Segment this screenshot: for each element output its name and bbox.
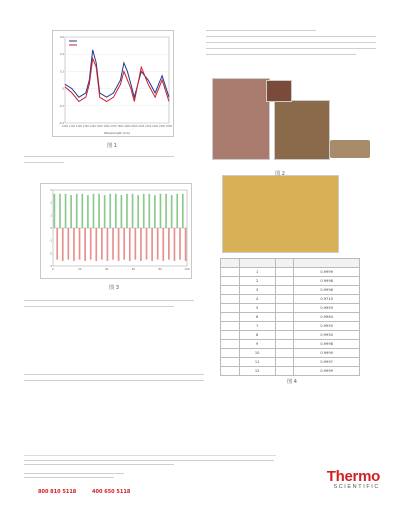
photo-glove — [212, 78, 270, 160]
bar — [84, 228, 86, 261]
photo-bag — [274, 100, 330, 160]
spectrum-xtick-label: 1900 — [124, 125, 131, 128]
bar — [112, 228, 114, 260]
table-row — [221, 277, 360, 286]
photo-tassel — [330, 140, 370, 158]
table-row — [221, 367, 360, 376]
bar — [129, 228, 131, 261]
table-cell — [275, 313, 294, 322]
bar — [151, 228, 153, 261]
bar — [168, 228, 170, 260]
table-cell — [275, 349, 294, 358]
table-cell — [221, 295, 240, 304]
bars-ytick-label: 2 — [50, 201, 52, 205]
table-cell — [275, 322, 294, 331]
bars-xtick-label: 60 — [131, 268, 136, 271]
table-header-4 — [294, 259, 360, 268]
phone-2: 400 650 5118 — [92, 489, 131, 495]
bar — [118, 228, 120, 261]
table-row — [221, 304, 360, 313]
bar — [90, 228, 92, 260]
table-row — [221, 331, 360, 340]
spectrum-xtick-label: 2300 — [152, 125, 159, 128]
table-cell — [221, 313, 240, 322]
bar — [101, 228, 103, 260]
bar — [98, 194, 100, 228]
table-cell — [275, 268, 294, 277]
spectrum-plot-area — [65, 37, 169, 123]
bar — [54, 194, 56, 228]
bar — [76, 194, 78, 228]
figure-caption-4: 图 4 — [287, 379, 297, 385]
bar — [73, 228, 75, 261]
table-cell — [221, 268, 240, 277]
table-cell: 12 — [239, 367, 275, 376]
table-header-1 — [221, 259, 240, 268]
paragraph-right-1 — [206, 30, 376, 55]
bars-ytick-label: 3 — [50, 189, 52, 192]
spectrum-chart — [53, 31, 173, 136]
bar — [115, 194, 117, 228]
table-cell: 0.9997 — [294, 358, 360, 367]
table-cell: 0.9999 — [294, 268, 360, 277]
footer-lines — [24, 460, 274, 478]
thermo-logo — [300, 468, 380, 490]
table-cell: 5 — [239, 304, 275, 313]
bar — [68, 228, 70, 260]
spectrum-xtick-label: 1100 — [68, 125, 75, 128]
bar — [185, 228, 187, 261]
bar — [182, 194, 184, 228]
table-cell — [275, 277, 294, 286]
bar — [65, 194, 67, 228]
table-row — [221, 268, 360, 277]
figure-caption-1: 图 1 — [107, 143, 117, 149]
table-cell — [275, 331, 294, 340]
table-cell: 0.9950 — [294, 331, 360, 340]
bar-chart-frame — [40, 183, 192, 279]
spectrum-xtick-label: 2200 — [145, 125, 152, 128]
table-cell: 0.9959 — [294, 304, 360, 313]
spectrum-ytick-label: 0 — [62, 87, 64, 91]
table-cell: 6 — [239, 313, 275, 322]
table-cell — [221, 367, 240, 376]
table-cell: 0.9996 — [294, 286, 360, 295]
bar — [109, 194, 111, 228]
table-cell: 0.9998 — [294, 340, 360, 349]
table-cell: 10 — [239, 349, 275, 358]
bar — [165, 194, 167, 228]
bar — [104, 195, 106, 228]
table-row — [221, 322, 360, 331]
spectrum-xtick-label: 1300 — [82, 125, 89, 128]
table-header-2 — [239, 259, 275, 268]
bar — [162, 228, 164, 261]
results-table — [220, 258, 360, 376]
table-cell — [221, 304, 240, 313]
table-row — [221, 295, 360, 304]
table-cell: 0.9964 — [294, 313, 360, 322]
bar — [79, 228, 81, 260]
bar — [81, 194, 83, 228]
spectrum-xtick-label: 1200 — [75, 125, 82, 128]
bar — [56, 228, 58, 260]
bar — [59, 194, 61, 228]
table-row — [221, 358, 360, 367]
bars-ytick-label: 0 — [50, 227, 52, 230]
table-cell — [275, 286, 294, 295]
table-cell — [221, 277, 240, 286]
bar — [123, 228, 125, 260]
conclusion-paragraph — [24, 372, 204, 381]
spectrum-xtick-label: 1800 — [117, 125, 124, 128]
table-cell: 0.9998 — [294, 277, 360, 286]
bar — [157, 228, 159, 260]
spectrum-xtick-label: 2400 — [159, 125, 166, 128]
bar — [93, 194, 95, 228]
spectrum-xtick-label: 2100 — [138, 125, 145, 128]
bar — [95, 228, 97, 261]
spectrum-ytick-label: -0.4 — [58, 122, 64, 125]
spectrum-xtick-label: 1700 — [110, 125, 117, 128]
bar — [87, 195, 89, 228]
table-cell: 9 — [239, 340, 275, 349]
table-cell — [221, 340, 240, 349]
table-cell: 0.9950 — [294, 322, 360, 331]
bar — [171, 195, 173, 228]
table-cell — [275, 340, 294, 349]
bar — [146, 228, 148, 260]
bars-xtick-label: 20 — [78, 268, 82, 271]
spectrum-ytick-label: 0.2 — [59, 70, 64, 74]
spectrum-xtick-label: 2500 — [165, 125, 173, 128]
spectrum-xtick-label: 1000 — [61, 125, 69, 128]
figure-caption-3: 图 3 — [109, 285, 119, 291]
bar — [62, 228, 64, 261]
table-cell: 0.9710 — [294, 295, 360, 304]
table-row — [221, 313, 360, 322]
bar — [148, 194, 150, 228]
bars-ytick-label: -1 — [49, 239, 52, 243]
bar-chart — [41, 184, 191, 278]
bar — [160, 194, 162, 228]
logo-thermo: Thermo — [326, 468, 380, 485]
photo-robe — [222, 175, 339, 253]
table-cell — [275, 358, 294, 367]
bar — [70, 195, 72, 228]
bar — [126, 194, 128, 228]
phone-1: 800 810 5118 — [38, 489, 77, 495]
bar — [143, 194, 145, 228]
table-row — [221, 286, 360, 295]
bar — [121, 195, 123, 228]
spectrum-xlabel: Wavelength (nm) — [104, 131, 130, 135]
bars-xtick-label: 0 — [52, 268, 54, 271]
footer-phones — [24, 489, 130, 495]
logo-scientific: SCIENTIFIC — [333, 484, 380, 490]
spectrum-ytick-label: 0.4 — [59, 53, 64, 57]
table-cell: 4 — [239, 295, 275, 304]
spectrum-series-line-2 — [65, 59, 169, 102]
bar — [174, 228, 176, 261]
paragraph-left-1 — [24, 153, 174, 163]
table-cell: 7 — [239, 322, 275, 331]
photo-fiber — [266, 80, 292, 102]
bar — [135, 228, 137, 260]
table-cell — [275, 295, 294, 304]
bars-ytick-label: 1 — [50, 214, 52, 218]
table-row — [221, 349, 360, 358]
spectrum-xtick-label: 2000 — [131, 125, 138, 128]
table-cell: 0.9999 — [294, 367, 360, 376]
spectrum-xtick-label: 1400 — [89, 125, 96, 128]
bar — [132, 194, 134, 228]
table-cell — [275, 367, 294, 376]
bar — [107, 228, 109, 261]
paragraph-left-2 — [24, 298, 194, 307]
footer-divider — [24, 455, 276, 456]
bar — [154, 195, 156, 228]
table-cell — [221, 331, 240, 340]
spectrum-chart-frame — [52, 30, 174, 137]
bar — [137, 195, 139, 228]
table-cell — [221, 322, 240, 331]
bars-ytick-label: -3 — [49, 265, 52, 268]
table-header-3 — [275, 259, 294, 268]
table-row — [221, 340, 360, 349]
table-cell — [221, 358, 240, 367]
figure-caption-2: 图 2 — [275, 171, 285, 177]
table-cell — [221, 349, 240, 358]
table-cell: 3 — [239, 286, 275, 295]
bar — [176, 194, 178, 228]
bars-ytick-label: -2 — [49, 252, 52, 256]
table-cell: 1 — [239, 268, 275, 277]
bar — [140, 228, 142, 261]
table-cell: 0.9999 — [294, 349, 360, 358]
table-cell: 8 — [239, 331, 275, 340]
table-cell: 2 — [239, 277, 275, 286]
spectrum-ytick-label: -0.2 — [58, 104, 64, 108]
table-cell — [275, 304, 294, 313]
spectrum-xtick-label: 1600 — [103, 125, 110, 128]
table-cell: 11 — [239, 358, 275, 367]
spectrum-ytick-label: 0.6 — [59, 36, 64, 39]
bars-xtick-label: 40 — [104, 268, 109, 271]
spectrum-xtick-label: 1500 — [96, 125, 103, 128]
table-cell — [221, 286, 240, 295]
bar — [179, 228, 181, 260]
bars-xtick-label: 80 — [158, 268, 162, 271]
bars-xtick-label: 100 — [184, 268, 190, 271]
